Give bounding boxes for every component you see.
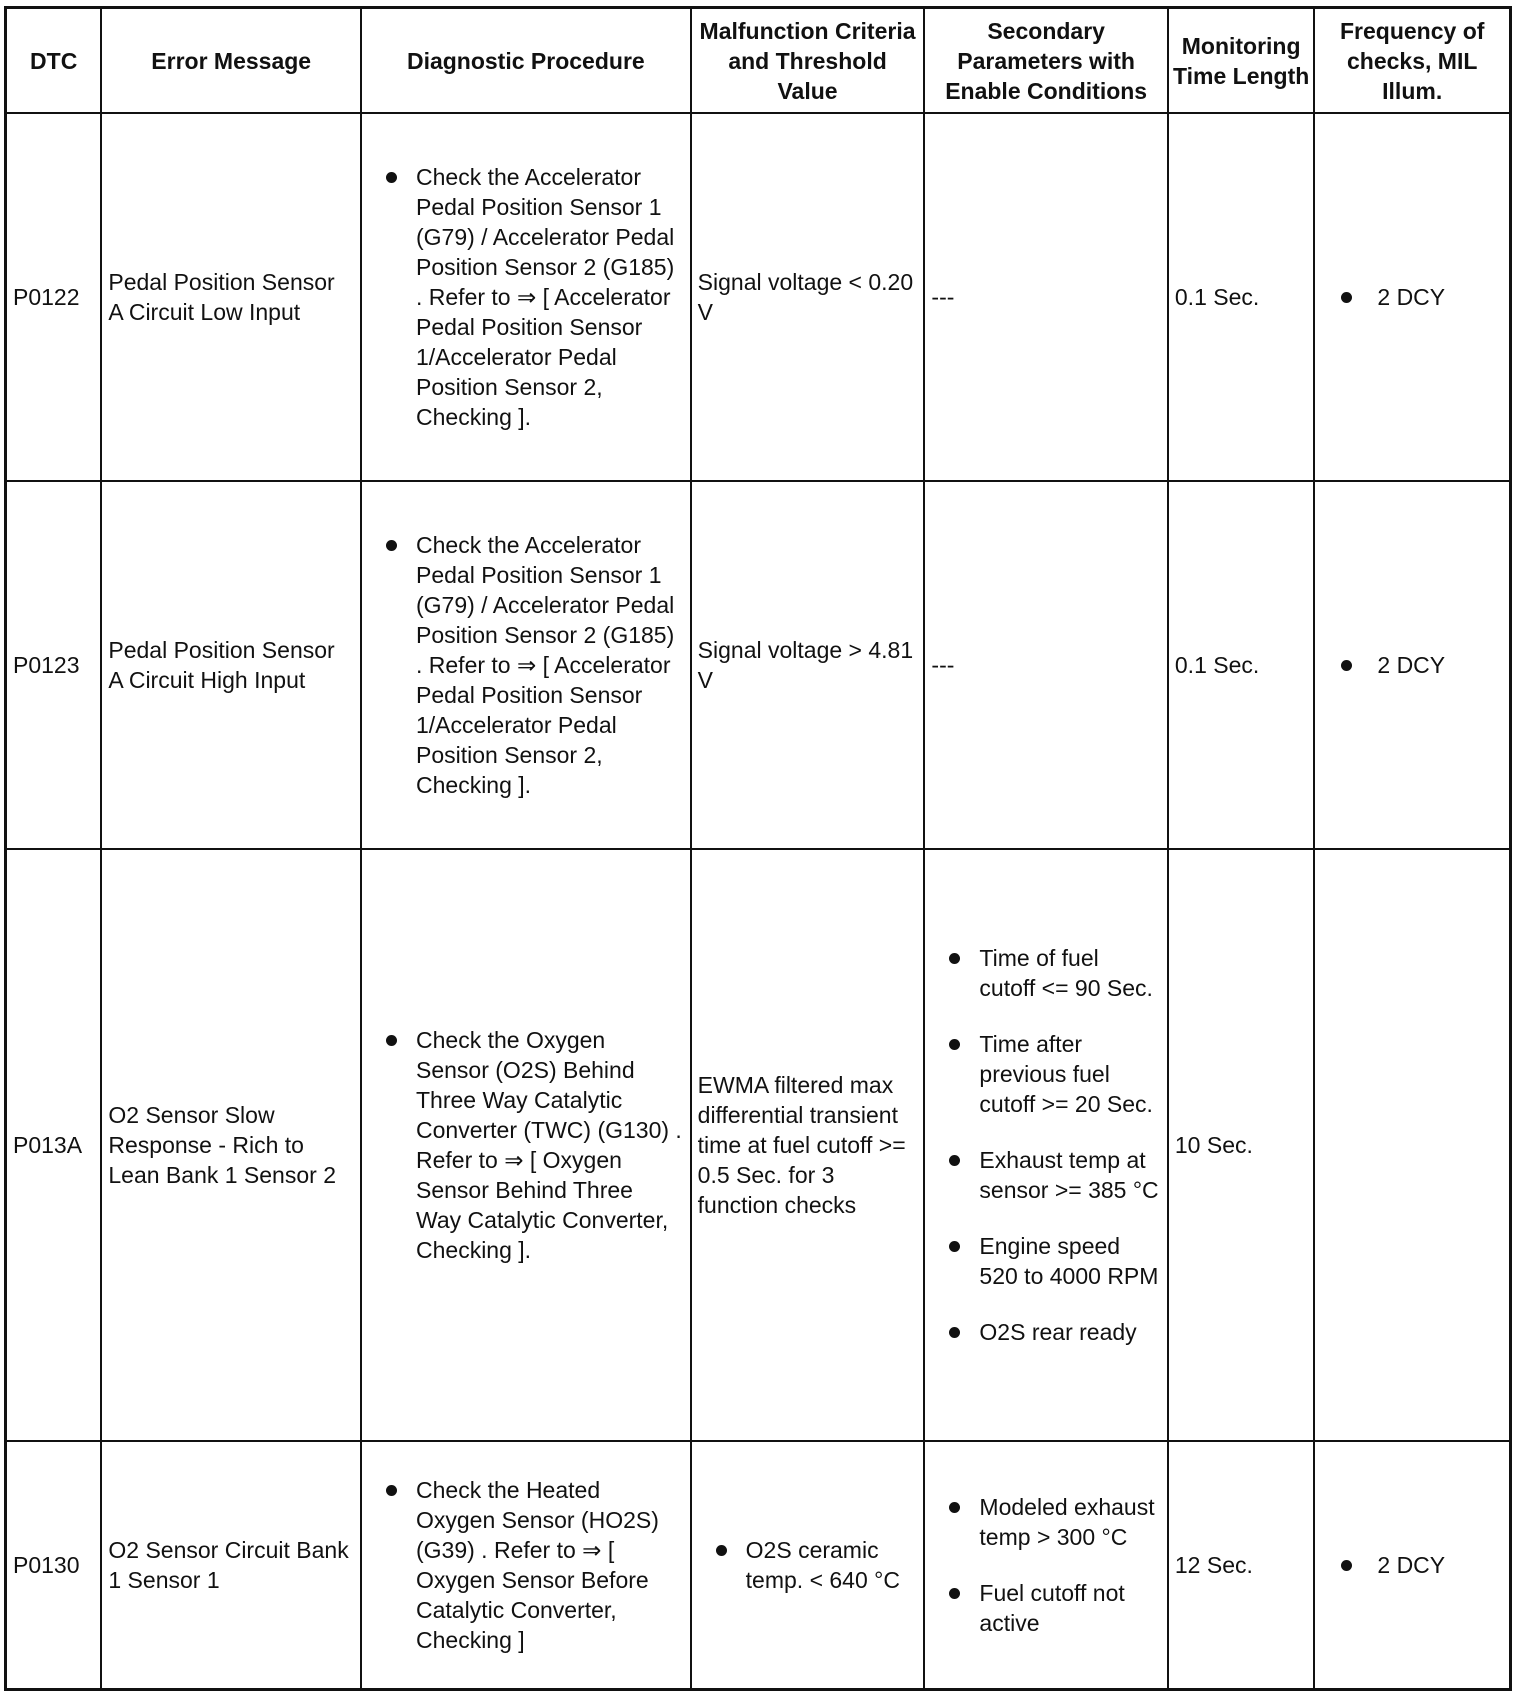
diagnostic-procedure bbox=[361, 849, 691, 1441]
list-item: Exhaust temp at sensor >= 385 °C bbox=[931, 1145, 1160, 1205]
error-message: Pedal Position Sensor A Circuit Low Input bbox=[101, 113, 361, 481]
list-item: Time after previous fuel cutoff >= 20 Sec. bbox=[931, 1029, 1160, 1119]
secondary-parameters: --- bbox=[924, 481, 1167, 849]
malfunction-criteria: EWMA filtered max differential transient time at fuel cutoff >= 0.5 Sec. for 3 function checks bbox=[691, 849, 925, 1441]
bullet-icon bbox=[716, 1545, 727, 1556]
monitoring-time: 10 Sec. bbox=[1168, 849, 1315, 1441]
malfunction-criteria bbox=[691, 1441, 925, 1690]
frequency-text: 2 DCY bbox=[1377, 284, 1446, 310]
monitoring-time: 0.1 Sec. bbox=[1168, 481, 1315, 849]
header-monitoring-time: Monitoring Time Length bbox=[1168, 8, 1315, 114]
table-row bbox=[6, 113, 1511, 481]
bullet-icon bbox=[1341, 1560, 1352, 1571]
dtc-code: P0123 bbox=[6, 481, 102, 849]
bullet-icon bbox=[1341, 660, 1352, 671]
frequency-text: 2 DCY bbox=[1377, 652, 1446, 678]
dtc-code: P0122 bbox=[6, 113, 102, 481]
list-item: Modeled exhaust temp > 300 °C bbox=[931, 1492, 1160, 1552]
header-dtc: DTC bbox=[6, 8, 102, 114]
diagnostic-procedure bbox=[361, 481, 691, 849]
table-row bbox=[6, 1441, 1511, 1690]
error-message: O2 Sensor Circuit Bank 1 Sensor 1 bbox=[101, 1441, 361, 1690]
dtc-code: P013A bbox=[6, 849, 102, 1441]
bullet-icon bbox=[386, 172, 397, 183]
procedure-text: Check the Oxygen Sensor (O2S) Behind Three Way Catalytic Converter (TWC) (G130) . Refer to ⇒ [ Oxygen Sensor Behind Three Way Catalytic Converter, Checking ]. bbox=[416, 1027, 682, 1263]
secondary-parameters bbox=[924, 1441, 1167, 1690]
header-error-message: Error Message bbox=[101, 8, 361, 114]
header-malfunction-criteria: Malfunction Criteria and Threshold Value bbox=[691, 8, 925, 114]
diagnostic-procedure bbox=[361, 1441, 691, 1690]
frequency bbox=[1314, 849, 1510, 1441]
procedure-text: Check the Accelerator Pedal Position Sensor 1 (G79) / Accelerator Pedal Position Sensor 2 (G185) . Refer to ⇒ [ Accelerator Pedal Position Sensor 1/Accelerator Pedal Position Sensor 2, Checking ]. bbox=[416, 532, 675, 798]
bullet-icon bbox=[949, 1039, 960, 1050]
procedure-text: Check the Heated Oxygen Sensor (HO2S) (G39) . Refer to ⇒ [ Oxygen Sensor Before Catalytic Converter, Checking ] bbox=[416, 1477, 659, 1653]
error-message: O2 Sensor Slow Response - Rich to Lean Bank 1 Sensor 2 bbox=[101, 849, 361, 1441]
table-row bbox=[6, 849, 1511, 1441]
list-item: O2S rear ready bbox=[931, 1317, 1160, 1347]
bullet-icon bbox=[949, 1241, 960, 1252]
header-secondary-parameters: Secondary Parameters with Enable Conditions bbox=[924, 8, 1167, 114]
header-row bbox=[6, 8, 1511, 114]
bullet-icon bbox=[1341, 292, 1352, 303]
bullet-icon bbox=[949, 1327, 960, 1338]
bullet-icon bbox=[949, 1155, 960, 1166]
secondary-parameters: --- bbox=[924, 113, 1167, 481]
table-row bbox=[6, 481, 1511, 849]
bullet-icon bbox=[949, 1502, 960, 1513]
header-diagnostic-procedure: Diagnostic Procedure bbox=[361, 8, 691, 114]
diagnostic-procedure bbox=[361, 113, 691, 481]
bullet-icon bbox=[386, 1485, 397, 1496]
criteria-text: O2S ceramic temp. < 640 °C bbox=[745, 1537, 900, 1593]
frequency bbox=[1314, 481, 1510, 849]
dtc-code: P0130 bbox=[6, 1441, 102, 1690]
bullet-icon bbox=[386, 540, 397, 551]
list-item: Time of fuel cutoff <= 90 Sec. bbox=[931, 943, 1160, 1003]
bullet-icon bbox=[949, 953, 960, 964]
frequency-text: 2 DCY bbox=[1377, 1552, 1446, 1578]
bullet-icon bbox=[386, 1035, 397, 1046]
monitoring-time: 0.1 Sec. bbox=[1168, 113, 1315, 481]
malfunction-criteria: Signal voltage > 4.81 V bbox=[691, 481, 925, 849]
error-message: Pedal Position Sensor A Circuit High Input bbox=[101, 481, 361, 849]
secondary-parameters bbox=[924, 849, 1167, 1441]
monitoring-time: 12 Sec. bbox=[1168, 1441, 1315, 1690]
frequency bbox=[1314, 113, 1510, 481]
dtc-table bbox=[4, 6, 1512, 1691]
frequency bbox=[1314, 1441, 1510, 1690]
malfunction-criteria: Signal voltage < 0.20 V bbox=[691, 113, 925, 481]
list-item: Engine speed 520 to 4000 RPM bbox=[931, 1231, 1160, 1291]
procedure-text: Check the Accelerator Pedal Position Sensor 1 (G79) / Accelerator Pedal Position Sensor 2 (G185) . Refer to ⇒ [ Accelerator Pedal Position Sensor 1/Accelerator Pedal Position Sensor 2, Checking ]. bbox=[416, 164, 675, 430]
bullet-icon bbox=[949, 1588, 960, 1599]
list-item: Fuel cutoff not active bbox=[931, 1578, 1160, 1638]
header-frequency: Frequency of checks, MIL Illum. bbox=[1314, 8, 1510, 114]
